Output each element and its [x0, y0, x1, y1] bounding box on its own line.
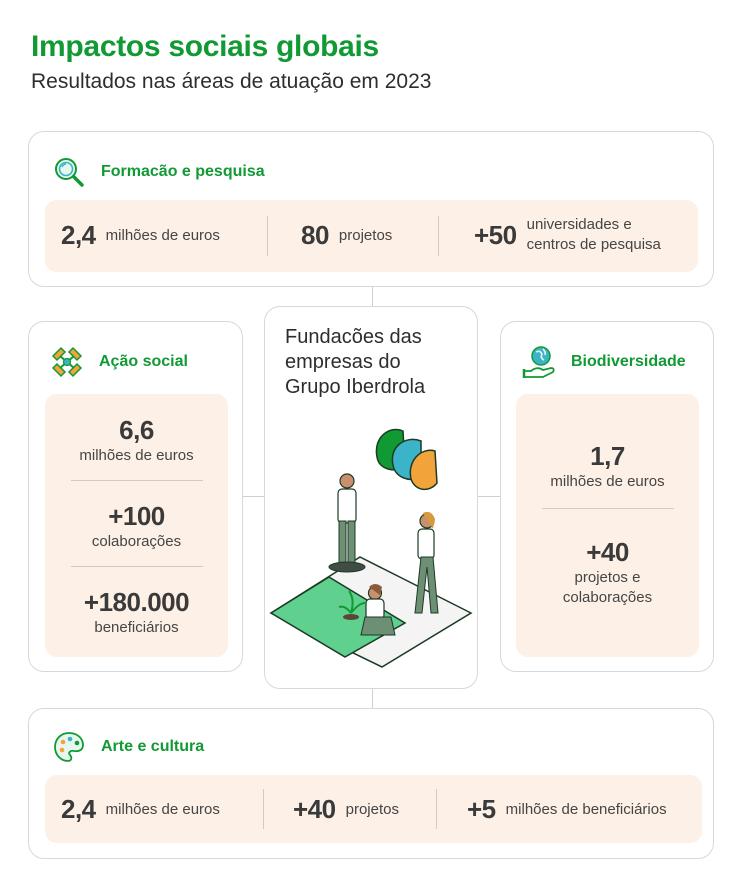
biodiversidade-stats-panel [516, 394, 699, 657]
stat-label-line: colaborações [562, 589, 653, 606]
connector-right [478, 496, 500, 497]
connector-left [243, 496, 265, 497]
stat-value: +180.000 [83, 587, 190, 617]
stat-value: +100 [108, 501, 165, 531]
stat-label-line: projetos e [574, 569, 641, 586]
divider [436, 789, 437, 829]
card-arte [28, 708, 714, 859]
stat-item [474, 215, 661, 255]
stat-value: +5 [467, 794, 496, 824]
stat-item [301, 220, 392, 251]
stat-label: colaborações [91, 533, 182, 550]
stat-value: 2,4 [61, 220, 96, 250]
stat-label: milhões de euros [105, 226, 220, 244]
divider [71, 566, 203, 567]
page-title: Impactos sociais globais [31, 30, 379, 63]
connector-top [372, 287, 373, 307]
stat-label [563, 568, 652, 608]
stat-label: milhões de beneficiários [505, 800, 667, 818]
card-formacao-label: Formacão e pesquisa [101, 163, 265, 180]
card-arte-header [51, 729, 204, 765]
stat-item [61, 220, 220, 251]
card-fundacoes [264, 306, 478, 689]
stat-value: 2,4 [61, 794, 96, 824]
card-biodiversidade [500, 321, 714, 672]
stat-value: 1,7 [590, 441, 625, 471]
stat-value: 6,6 [119, 415, 154, 445]
arte-stats-panel [45, 775, 702, 843]
divider [438, 216, 439, 256]
stat-label: milhões de euros [79, 447, 194, 464]
stat-value: +40 [293, 794, 336, 824]
card-formacao [28, 131, 714, 287]
card-formacao-header [51, 154, 265, 190]
divider [263, 789, 264, 829]
stat-item [92, 501, 181, 552]
stat-value: +50 [474, 219, 517, 250]
connector-bottom [372, 689, 373, 708]
iberdrola-leaves-logo [376, 429, 437, 489]
fundacoes-title-line: Fundacões das [285, 326, 422, 348]
stat-label: milhões de euros [105, 800, 220, 818]
fundacoes-title-line: empresas do [285, 351, 401, 373]
stat-item [293, 794, 399, 825]
stat-label [527, 215, 661, 255]
stat-value: 80 [301, 220, 329, 250]
card-acao-social-label: Ação social [99, 353, 188, 370]
card-acao-social [28, 321, 243, 672]
stat-value: +40 [586, 537, 629, 567]
stat-item [61, 794, 220, 825]
stat-label: milhões de euros [550, 473, 665, 490]
stat-item [563, 537, 652, 608]
card-biodiversidade-header [521, 344, 686, 380]
fundacoes-title [285, 325, 465, 400]
page-subtitle: Resultados nas áreas de atuação em 2023 [31, 70, 432, 93]
stat-item [550, 441, 664, 492]
fundacoes-title-line: Grupo Iberdrola [285, 376, 426, 398]
magnifier-icon [51, 154, 87, 190]
stat-label: projetos [338, 226, 393, 244]
card-biodiversidade-label: Biodiversidade [571, 353, 686, 370]
stat-item [84, 587, 189, 638]
stat-item [467, 794, 667, 825]
stat-label: projetos [345, 800, 399, 818]
divider [542, 508, 674, 509]
divider [267, 216, 268, 256]
handshake-icon [49, 344, 85, 380]
stat-item [79, 415, 193, 466]
stat-label-line: centros de pesquisa [526, 236, 661, 253]
acao-social-stats-panel [45, 394, 228, 657]
stat-label: beneficiários [94, 619, 179, 636]
globe-hand-icon [521, 344, 557, 380]
palette-icon [51, 729, 87, 765]
formacao-stats-panel [45, 200, 698, 272]
stat-label-line: universidades e [526, 216, 632, 233]
card-arte-label: Arte e cultura [101, 738, 205, 755]
people-planting-illustration [265, 417, 479, 687]
card-acao-social-header [49, 344, 188, 380]
divider [71, 480, 203, 481]
